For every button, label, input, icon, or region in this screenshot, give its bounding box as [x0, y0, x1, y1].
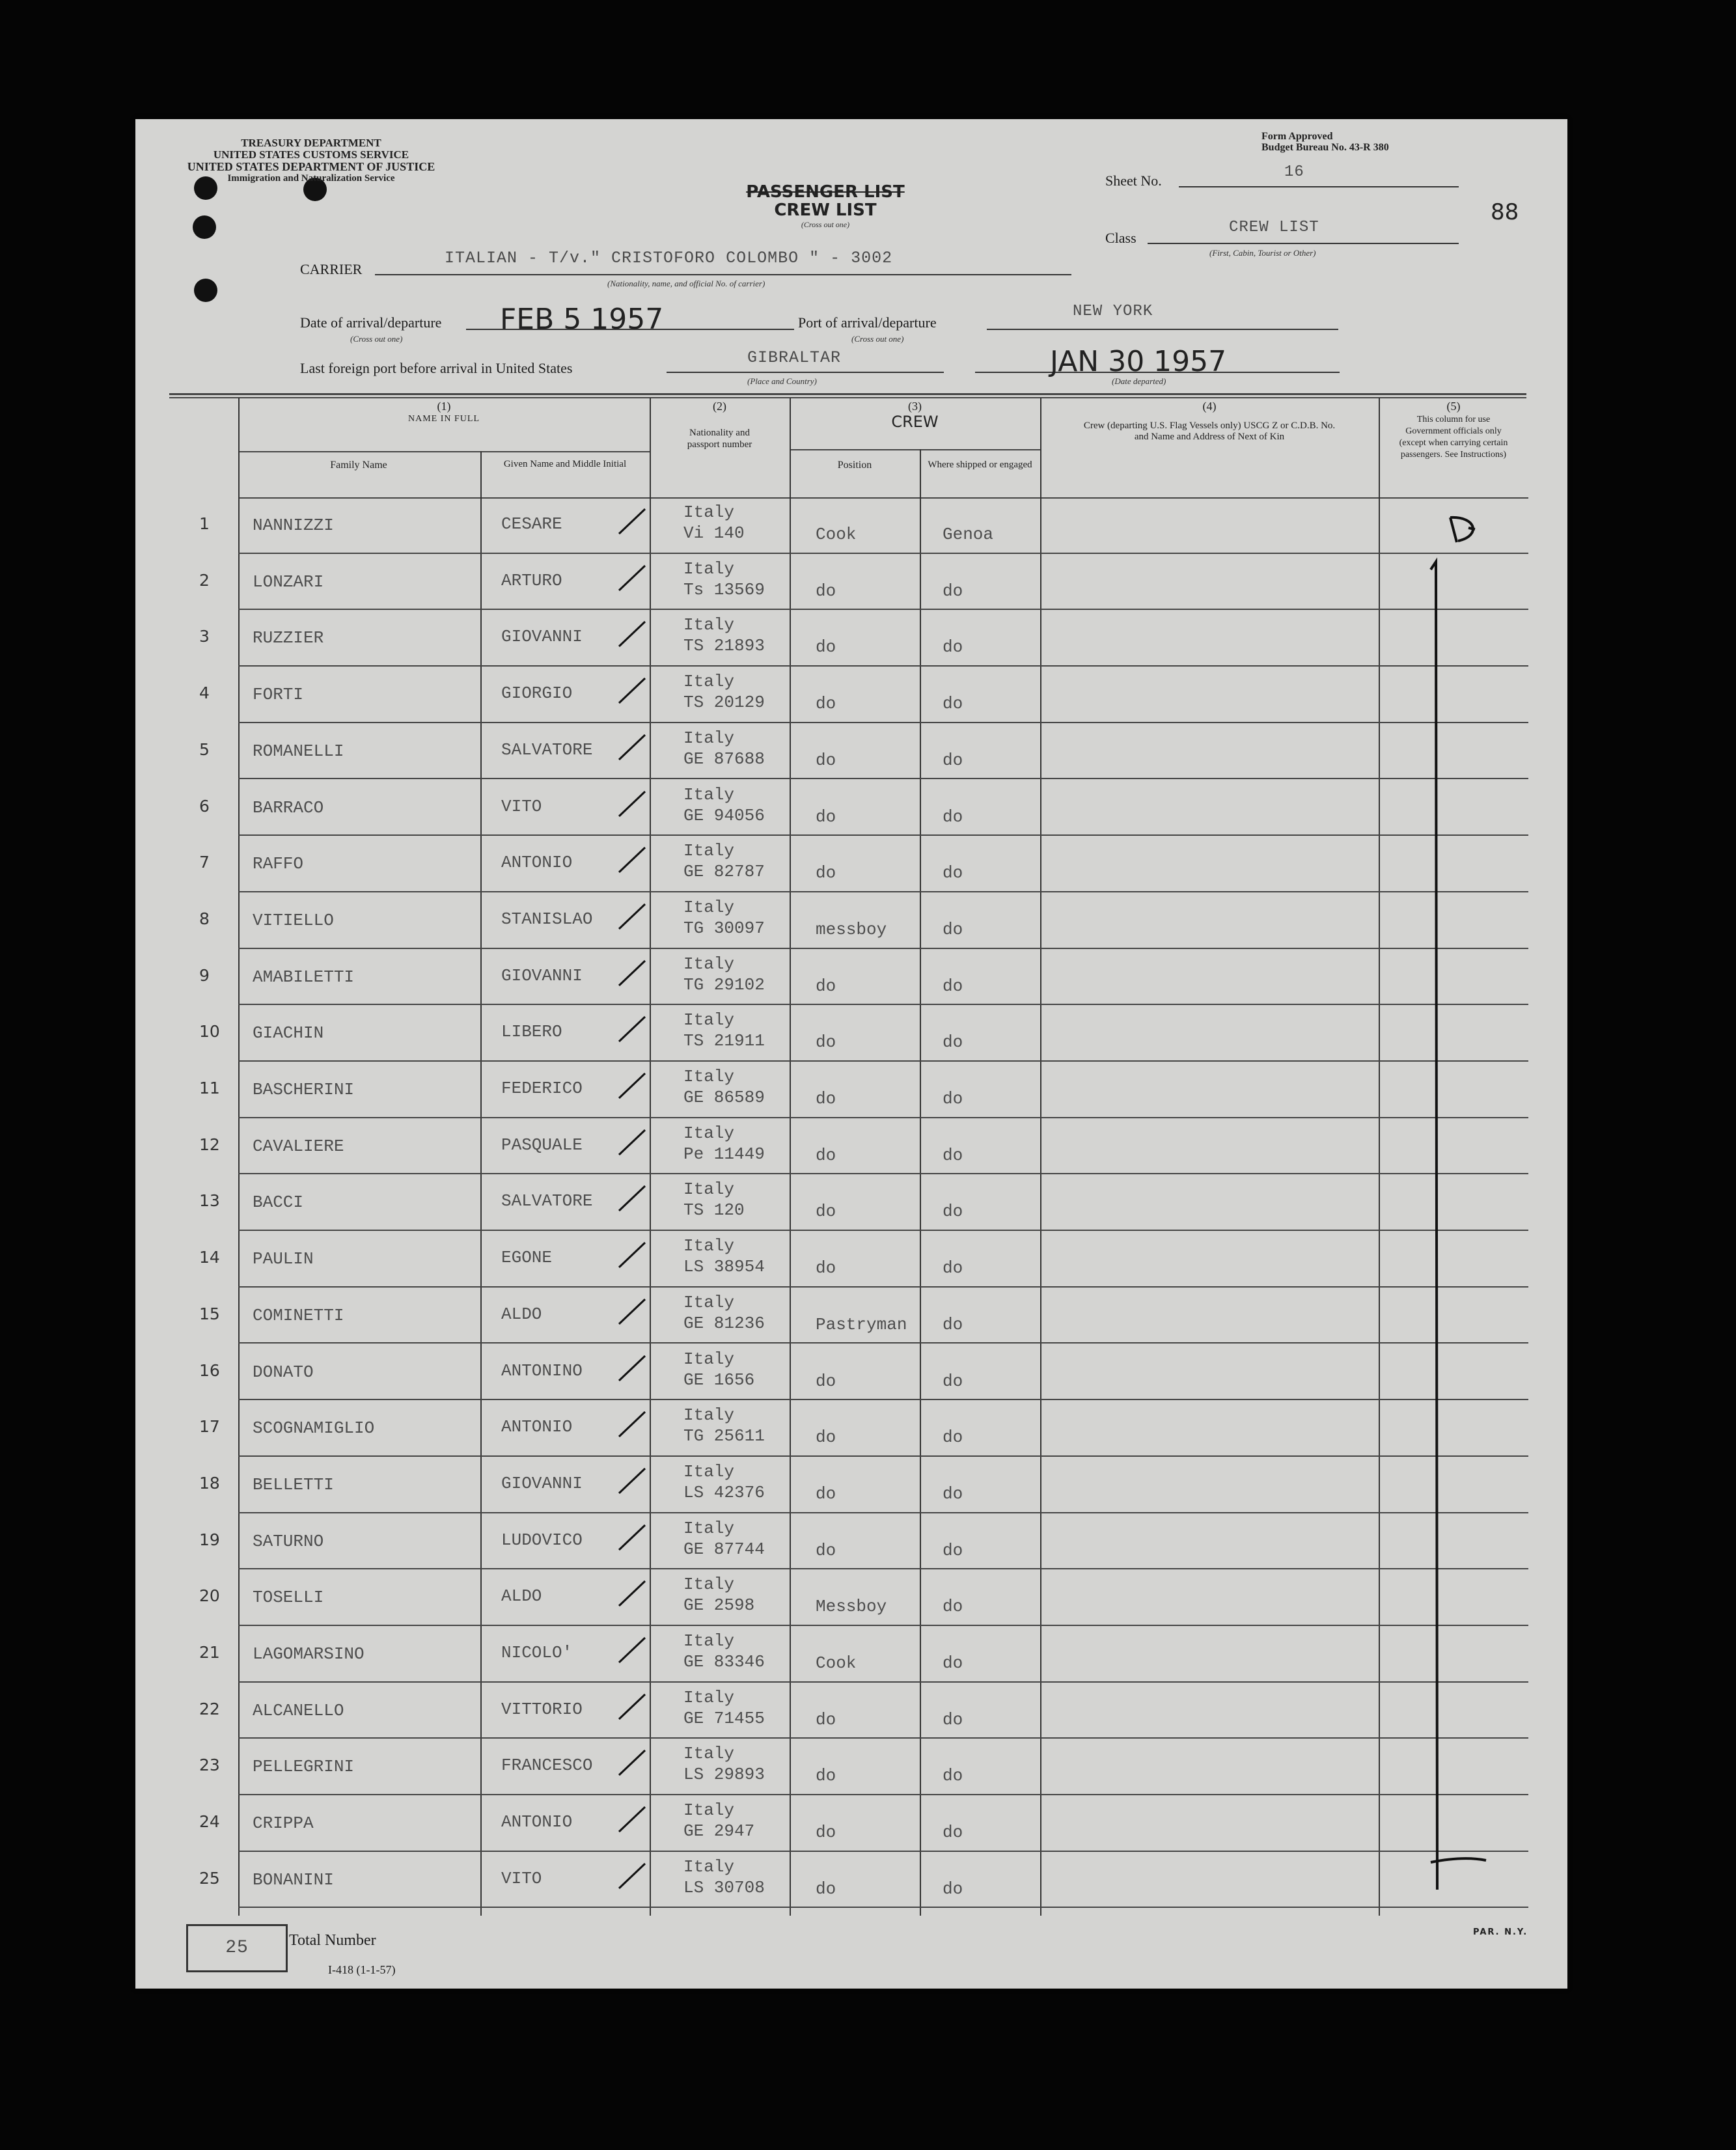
family-name: PELLEGRINI — [253, 1757, 355, 1777]
given-name: VITTORIO — [501, 1699, 583, 1719]
position: do — [816, 1823, 836, 1843]
passport-number: GE 1656 — [683, 1370, 755, 1390]
family-name: ALCANELLO — [253, 1700, 344, 1720]
check-mark-icon — [614, 1010, 653, 1049]
check-mark-icon — [614, 672, 653, 711]
last-port-value: GIBRALTAR — [747, 348, 842, 367]
where-shipped: do — [943, 1314, 963, 1334]
col5-number: (5) — [1446, 400, 1461, 413]
table-row — [135, 1062, 1567, 1118]
form-approved-line: Budget Bureau No. 43-R 380 — [1261, 142, 1389, 153]
family-name: PAULIN — [253, 1249, 314, 1269]
given-name: SALVATORE — [501, 1191, 593, 1211]
title-struck: PASSENGER LIST — [746, 182, 905, 202]
row-number: 1 — [199, 514, 210, 533]
passport-number: Pe 11449 — [683, 1144, 765, 1164]
col2-header — [650, 400, 790, 450]
table-row — [135, 892, 1567, 949]
given-name: ARTURO — [501, 570, 562, 590]
class-label: Class — [1105, 230, 1137, 246]
position: do — [816, 1709, 836, 1730]
row-number: 4 — [199, 683, 210, 703]
nationality: Italy — [683, 1123, 735, 1143]
date-note: (Cross out one) — [350, 334, 403, 344]
col3-title: CREW — [891, 413, 939, 431]
page-number: 88 — [1491, 199, 1519, 225]
check-mark-icon — [614, 841, 653, 880]
date-departed-note: (Date departed) — [1112, 376, 1166, 386]
family-name: LAGOMARSINO — [253, 1644, 365, 1664]
total-value: 25 — [225, 1938, 249, 1958]
given-name: CESARE — [501, 514, 562, 534]
where-shipped: do — [943, 1766, 963, 1786]
check-mark-icon — [614, 898, 653, 937]
check-mark-icon — [614, 728, 653, 767]
given-name: SALVATORE — [501, 739, 593, 760]
port-note: (Cross out one) — [851, 334, 904, 344]
class-value: CREW LIST — [1229, 219, 1319, 236]
row-number: 2 — [199, 570, 210, 590]
table-row — [135, 1569, 1567, 1626]
position: do — [816, 1879, 836, 1899]
nationality: Italy — [683, 1461, 735, 1482]
passport-number: LS 42376 — [683, 1482, 765, 1502]
position: do — [816, 1766, 836, 1786]
given-name: PASQUALE — [501, 1135, 583, 1155]
row-number: 18 — [199, 1473, 220, 1493]
family-name: SATURNO — [253, 1531, 324, 1551]
family-name: BASCHERINI — [253, 1080, 355, 1099]
position: do — [816, 750, 836, 770]
col2-title: Nationality and passport number — [687, 428, 752, 450]
row-number: 5 — [199, 739, 210, 759]
col3-header — [790, 400, 1040, 431]
check-mark-icon — [614, 1519, 653, 1558]
sheet-label: Sheet No. — [1105, 172, 1162, 189]
nationality: Italy — [683, 1236, 735, 1256]
form-title: CREW LIST — [774, 200, 877, 220]
where-shipped: do — [943, 1145, 963, 1165]
nationality: Italy — [683, 1292, 735, 1312]
row-divider — [238, 1907, 1528, 1908]
col5-header — [1379, 400, 1528, 461]
position: do — [816, 1145, 836, 1165]
col5-title: This column for use Government officials only (except when carrying certain passengers. See Instructions) — [1399, 415, 1508, 460]
table-row — [135, 497, 1567, 554]
handwritten-bracket — [1405, 510, 1535, 1890]
table-row — [135, 1400, 1567, 1457]
family-name: BELLETTI — [253, 1474, 334, 1495]
nationality: Italy — [683, 1010, 735, 1030]
table-row — [135, 836, 1567, 892]
given-name: ANTONINO — [501, 1360, 583, 1381]
where-shipped: do — [943, 1483, 963, 1504]
nationality: Italy — [683, 954, 735, 974]
row-number: 19 — [199, 1530, 220, 1549]
title-note: (Cross out one) — [801, 220, 850, 229]
position-header: Position — [837, 460, 872, 471]
table-row — [135, 1795, 1567, 1852]
where-shipped: do — [943, 1371, 963, 1391]
given-name: VITO — [501, 796, 542, 816]
table-row — [135, 949, 1567, 1006]
where-shipped: do — [943, 694, 963, 714]
row-number: 15 — [199, 1304, 220, 1323]
given-name: FEDERICO — [501, 1079, 583, 1098]
where-shipped: do — [943, 919, 963, 939]
position: do — [816, 976, 836, 996]
given-name: VITO — [501, 1868, 542, 1888]
carrier-value: ITALIAN - T/v." CRISTOFORO COLOMBO " - 3002 — [445, 249, 893, 268]
nationality: Italy — [683, 897, 735, 917]
passport-number: GE 71455 — [683, 1708, 765, 1728]
table-row — [135, 1457, 1567, 1513]
dept-line: Immigration and Naturalization Service — [227, 173, 395, 184]
carrier-label: CARRIER — [300, 261, 363, 277]
family-name: AMABILETTI — [253, 967, 355, 987]
check-mark-icon — [614, 1575, 653, 1614]
col3-number: (3) — [908, 400, 922, 413]
family-name: SCOGNAMIGLIO — [253, 1418, 375, 1439]
check-mark-icon — [614, 1688, 653, 1727]
position: do — [816, 1483, 836, 1504]
sheet-value: 16 — [1284, 163, 1304, 181]
position: do — [816, 1202, 836, 1222]
passport-number: TG 29102 — [683, 974, 765, 995]
given-name: ALDO — [501, 1304, 542, 1324]
passport-number: GE 87688 — [683, 749, 765, 769]
class-note: (First, Cabin, Tourist or Other) — [1209, 248, 1316, 258]
table-row — [135, 554, 1567, 611]
where-shipped: do — [943, 1427, 963, 1448]
passport-number: TS 21893 — [683, 636, 765, 656]
passport-number: LS 30708 — [683, 1877, 765, 1897]
form-title-block — [695, 182, 956, 230]
family-name: BONANINI — [253, 1869, 334, 1890]
where-shipped: do — [943, 1540, 963, 1560]
position: Messboy — [816, 1597, 887, 1617]
nationality: Italy — [683, 558, 735, 579]
row-number: 16 — [199, 1360, 220, 1380]
passport-number: TS 21911 — [683, 1031, 765, 1051]
passport-number: TS 20129 — [683, 693, 765, 713]
table-row — [135, 667, 1567, 723]
printer-mark: PAR. N.Y. — [1473, 1927, 1528, 1937]
row-number: 8 — [199, 909, 210, 928]
row-number: 23 — [199, 1756, 220, 1775]
row-number: 9 — [199, 965, 210, 985]
table-row — [135, 1118, 1567, 1175]
punch-hole — [193, 215, 216, 239]
check-mark-icon — [614, 785, 653, 824]
row-number: 10 — [199, 1022, 220, 1041]
check-mark-icon — [614, 1744, 653, 1783]
passport-number: GE 81236 — [683, 1313, 765, 1333]
nationality: Italy — [683, 784, 735, 805]
dept-line: UNITED STATES CUSTOMS SERVICE — [213, 148, 409, 161]
passport-number: GE 87744 — [683, 1539, 765, 1559]
nationality: Italy — [683, 1067, 735, 1086]
given-name: NICOLO' — [501, 1643, 573, 1662]
position: Cook — [816, 525, 857, 544]
given-name: ANTONIO — [501, 1417, 573, 1437]
check-mark-icon — [614, 1067, 653, 1106]
table-row — [135, 1174, 1567, 1231]
position: do — [816, 694, 836, 714]
family-name: RUZZIER — [253, 628, 324, 648]
row-number: 22 — [199, 1699, 220, 1718]
nationality: Italy — [683, 1179, 735, 1200]
check-mark-icon — [614, 1405, 653, 1444]
position: do — [816, 1371, 836, 1391]
row-number: 3 — [199, 627, 210, 646]
position: do — [816, 1258, 836, 1278]
nationality: Italy — [683, 1687, 735, 1707]
row-number: 25 — [199, 1868, 220, 1888]
col4-header — [1040, 400, 1379, 443]
table-row — [135, 1344, 1567, 1401]
last-port-note: (Place and Country) — [747, 376, 817, 386]
where-shipped: do — [943, 1089, 963, 1109]
check-mark-icon — [614, 1800, 653, 1840]
passport-number: GE 86589 — [683, 1088, 765, 1107]
where-shipped: do — [943, 750, 963, 770]
table-row — [135, 1739, 1567, 1795]
family-name: LONZARI — [253, 572, 324, 592]
row-number: 6 — [199, 796, 210, 816]
total-label: Total Number — [289, 1932, 376, 1949]
passport-number: GE 2947 — [683, 1821, 755, 1841]
passport-number: LS 29893 — [683, 1765, 765, 1785]
table-row — [135, 1852, 1567, 1909]
where-shipped: do — [943, 1202, 963, 1222]
check-mark-icon — [614, 954, 653, 993]
table-row — [135, 1683, 1567, 1739]
nationality: Italy — [683, 672, 735, 692]
date-label: Date of arrival/departure — [300, 314, 442, 331]
given-name: ALDO — [501, 1586, 542, 1606]
check-mark-icon — [614, 1236, 653, 1275]
check-mark-icon — [614, 1857, 653, 1896]
col4-number: (4) — [1202, 400, 1217, 413]
position: do — [816, 1427, 836, 1448]
col4-title: Crew (departing U.S. Flag Vessels only) USCG Z or C.D.B. No. and Name and Address of Next of Kin — [1083, 420, 1336, 442]
given-name-header: Given Name and Middle Initial — [503, 459, 627, 469]
col2-number: (2) — [713, 400, 726, 413]
col1-title: NAME IN FULL — [408, 414, 480, 424]
nationality: Italy — [683, 1631, 735, 1651]
where-shipped: do — [943, 863, 963, 883]
passport-number: GE 94056 — [683, 805, 765, 825]
row-number: 14 — [199, 1248, 220, 1267]
given-name: ANTONIO — [501, 1812, 573, 1832]
dept-line: UNITED STATES DEPARTMENT OF JUSTICE — [187, 160, 435, 173]
family-name: DONATO — [253, 1362, 314, 1382]
given-name: GIORGIO — [501, 683, 573, 704]
position: Pastryman — [816, 1314, 907, 1334]
family-name: GIACHIN — [253, 1023, 324, 1043]
table-row — [135, 780, 1567, 836]
family-name-header: Family Name — [330, 460, 387, 471]
check-mark-icon — [614, 559, 653, 598]
given-name: EGONE — [501, 1248, 553, 1268]
position: do — [816, 806, 836, 827]
given-name: GIOVANNI — [501, 1473, 583, 1493]
table-row — [135, 723, 1567, 780]
where-shipped: do — [943, 976, 963, 996]
nationality: Italy — [683, 1405, 735, 1426]
where-shipped: Genoa — [943, 525, 994, 544]
given-name: GIOVANNI — [501, 627, 583, 647]
family-name: FORTI — [253, 685, 304, 705]
family-name: NANNIZZI — [253, 516, 334, 535]
date-value: FEB 5 1957 — [500, 303, 664, 336]
family-name: BACCI — [253, 1192, 304, 1213]
table-row — [135, 610, 1567, 667]
check-mark-icon — [614, 1123, 653, 1163]
crew-list-form — [135, 119, 1567, 1989]
passport-number: TG 25611 — [683, 1426, 765, 1446]
position: do — [816, 1089, 836, 1109]
check-mark-icon — [614, 1462, 653, 1501]
position: do — [816, 863, 836, 883]
passport-number: GE 83346 — [683, 1652, 765, 1672]
nationality: Italy — [683, 841, 735, 861]
nationality: Italy — [683, 503, 735, 522]
where-shipped: do — [943, 1709, 963, 1730]
row-number: 11 — [199, 1079, 220, 1097]
position: Cook — [816, 1653, 857, 1673]
nationality: Italy — [683, 615, 735, 635]
given-name: ANTONIO — [501, 853, 573, 873]
row-number: 24 — [199, 1812, 220, 1832]
position: do — [816, 581, 836, 601]
table-row — [135, 1513, 1567, 1570]
where-shipped: do — [943, 1653, 963, 1673]
check-mark-icon — [614, 1631, 653, 1670]
family-name: ROMANELLI — [253, 741, 344, 761]
family-name: TOSELLI — [253, 1588, 324, 1608]
where-shipped: do — [943, 637, 963, 657]
form-approved — [1261, 131, 1389, 153]
nationality: Italy — [683, 1575, 735, 1595]
passport-number: TS 120 — [683, 1200, 745, 1220]
check-mark-icon — [614, 615, 653, 654]
position: do — [816, 1540, 836, 1560]
given-name: LIBERO — [501, 1022, 562, 1042]
family-name: BARRACO — [253, 797, 324, 818]
where-shipped: do — [943, 1879, 963, 1899]
where-shipped: do — [943, 806, 963, 827]
row-number: 21 — [199, 1643, 220, 1662]
position: do — [816, 1032, 836, 1053]
given-name: LUDOVICO — [501, 1530, 583, 1550]
nationality: Italy — [683, 728, 735, 748]
port-value: NEW YORK — [1073, 303, 1153, 320]
family-name: COMINETTI — [253, 1305, 344, 1325]
passport-number: TG 30097 — [683, 918, 765, 938]
passport-number: GE 2598 — [683, 1595, 755, 1616]
row-number: 7 — [199, 853, 210, 872]
passport-number: Ts 13569 — [683, 579, 765, 600]
where-shipped: do — [943, 1823, 963, 1843]
given-name: GIOVANNI — [501, 965, 583, 985]
nationality: Italy — [683, 1744, 735, 1764]
col1-number: (1) — [437, 400, 451, 413]
check-mark-icon — [614, 1349, 653, 1388]
last-port-label: Last foreign port before arrival in United States — [300, 360, 573, 376]
total-box — [186, 1924, 288, 1972]
passport-number: LS 38954 — [683, 1257, 765, 1277]
position: do — [816, 637, 836, 657]
table-row — [135, 1231, 1567, 1288]
carrier-note: (Nationality, name, and official No. of carrier) — [607, 279, 765, 288]
where-shipped: do — [943, 1258, 963, 1278]
col1-header — [238, 400, 650, 426]
row-number: 20 — [199, 1586, 220, 1606]
row-number: 13 — [199, 1191, 220, 1211]
department-header — [181, 137, 441, 184]
table-row — [135, 1288, 1567, 1344]
form-approved-line: Form Approved — [1261, 131, 1333, 142]
check-mark-icon — [614, 1293, 653, 1332]
nationality: Italy — [683, 1800, 735, 1821]
row-number: 12 — [199, 1135, 220, 1154]
where-shipped: do — [943, 1032, 963, 1053]
dept-line: TREASURY DEPARTMENT — [241, 137, 381, 149]
check-mark-icon — [614, 503, 653, 542]
table-row — [135, 1005, 1567, 1062]
family-name: VITIELLO — [253, 910, 334, 930]
given-name: STANISLAO — [501, 909, 593, 929]
nationality: Italy — [683, 1856, 735, 1877]
punch-hole — [194, 279, 217, 302]
family-name: CRIPPA — [253, 1813, 314, 1834]
given-name: FRANCESCO — [501, 1756, 593, 1776]
nationality: Italy — [683, 1518, 735, 1538]
date-departed-value: JAN 30 1957 — [1050, 345, 1227, 378]
passport-number: GE 82787 — [683, 862, 765, 882]
passport-number: Vi 140 — [683, 523, 745, 543]
form-code: I-418 (1-1-57) — [328, 1963, 396, 1976]
where-shipped: do — [943, 581, 963, 601]
family-name: RAFFO — [253, 854, 304, 874]
nationality: Italy — [683, 1349, 735, 1369]
check-mark-icon — [614, 1179, 653, 1219]
where-shipped-header: Where shipped or engaged — [928, 460, 1032, 470]
family-name: CAVALIERE — [253, 1136, 344, 1156]
position: messboy — [816, 919, 887, 939]
row-number: 17 — [199, 1417, 220, 1437]
where-shipped: do — [943, 1597, 963, 1617]
table-row — [135, 1626, 1567, 1683]
port-label: Port of arrival/departure — [798, 314, 937, 331]
